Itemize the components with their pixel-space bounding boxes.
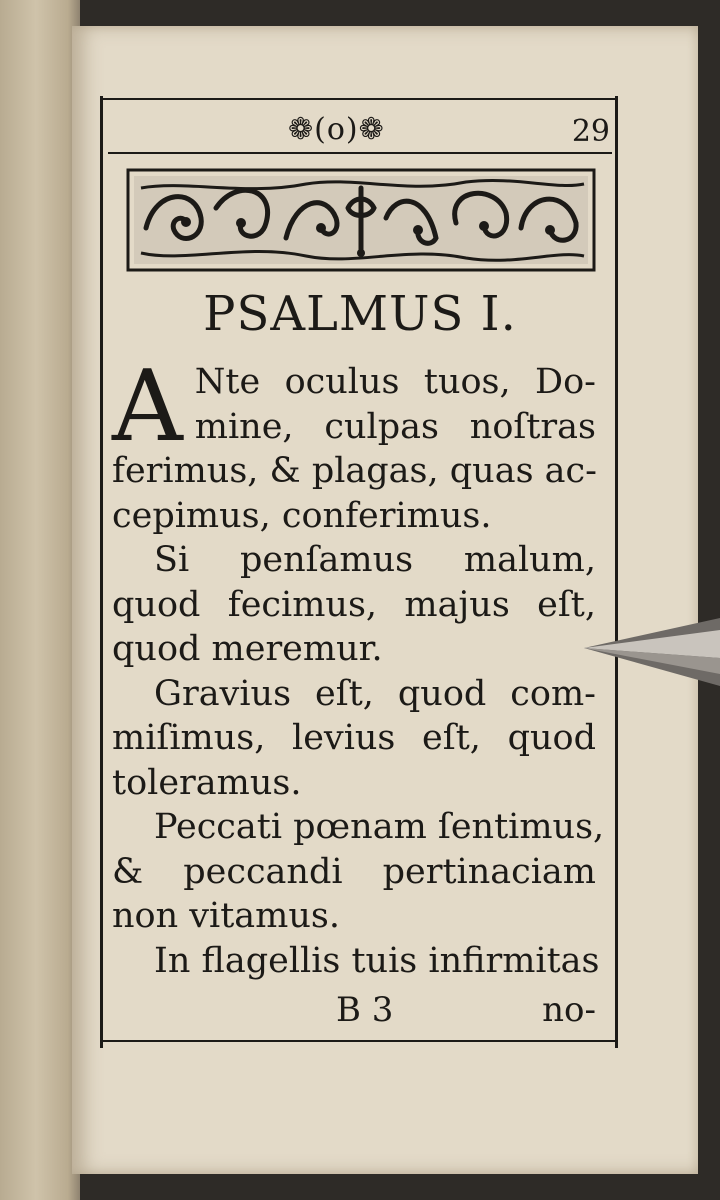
- text-line: Si penſamus malum,: [154, 540, 596, 580]
- running-head-ornament: ❁(o)❁: [288, 112, 385, 147]
- top-border-rule: [100, 98, 615, 100]
- text-line: quod meremur.: [112, 629, 383, 669]
- text-line: Peccati pœnam ſentimus,: [154, 807, 605, 847]
- text-line: miſimus, levius eſt, quod: [112, 718, 596, 758]
- psalm-title: PSALMUS I.: [203, 286, 517, 342]
- text-line: toleramus.: [112, 762, 302, 803]
- text-line: mine, culpas noſtras: [194, 406, 596, 447]
- drop-cap: A: [112, 350, 183, 464]
- signature-mark: B 3: [336, 990, 394, 1030]
- header-rule: [108, 152, 612, 154]
- text-line: non vitamus.: [112, 896, 340, 936]
- text-line: In flagellis tuis infirmitas: [154, 940, 600, 981]
- catchword: no-: [542, 990, 596, 1030]
- text-line: cepimus, conferimus.: [112, 495, 492, 536]
- psalm-text: [112, 350, 605, 983]
- text-line: Gravius eſt, quod com-: [154, 673, 596, 714]
- text-line: quod fecimus, majus eſt,: [112, 584, 596, 625]
- text-line: Nte oculus tuos, Do-: [194, 362, 596, 402]
- page-footer: [108, 990, 596, 1034]
- text-line: ferimus, & plagas, quas ac-: [112, 451, 597, 491]
- text-line: & peccandi pertinaciam: [112, 851, 596, 892]
- metal-pointer-icon: [580, 608, 720, 692]
- bottom-border-rule: [100, 1040, 615, 1042]
- book-gutter: [0, 0, 80, 1200]
- running-header: [108, 108, 612, 152]
- headpiece-ornament-icon: [126, 168, 596, 272]
- page-number: 29: [571, 114, 610, 149]
